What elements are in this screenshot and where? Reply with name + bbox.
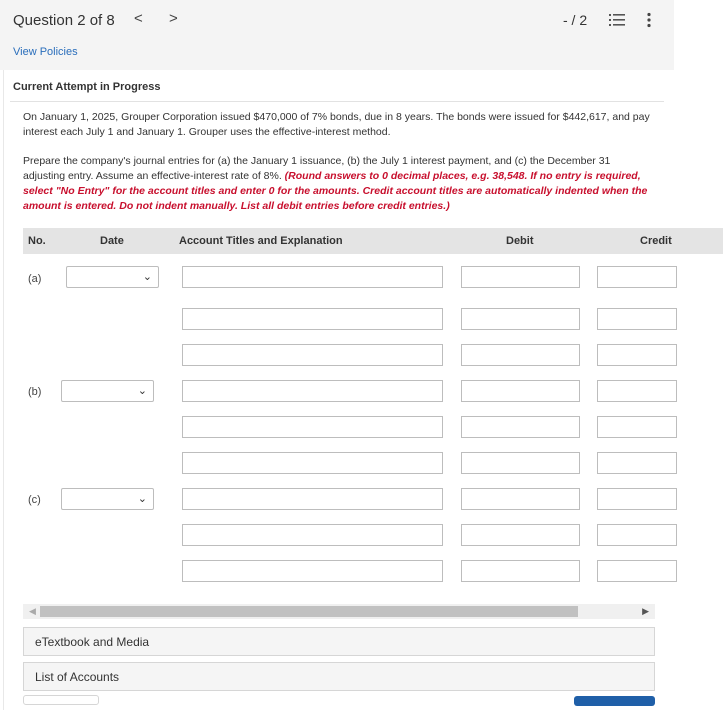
policies-bar: [0, 44, 674, 70]
journal-entry-table: [23, 228, 672, 596]
account-input[interactable]: [182, 308, 443, 330]
accounts-label: List of Accounts: [35, 670, 120, 684]
debit-input[interactable]: [461, 524, 580, 546]
entry-label-a: (a): [28, 273, 42, 285]
debit-input[interactable]: [461, 308, 580, 330]
table-header: [23, 228, 723, 254]
question-score: - / 2: [563, 12, 588, 28]
header-no: No.: [28, 235, 46, 247]
debit-input[interactable]: [461, 488, 580, 510]
account-input[interactable]: [182, 524, 443, 546]
header-debit: Debit: [506, 235, 534, 247]
account-input[interactable]: [182, 416, 443, 438]
account-input[interactable]: [182, 560, 443, 582]
debit-input[interactable]: [461, 416, 580, 438]
header-account: Account Titles and Explanation: [179, 235, 343, 247]
account-input[interactable]: [182, 266, 443, 288]
credit-input[interactable]: [597, 308, 677, 330]
date-select-c[interactable]: [61, 488, 154, 510]
entry-label-c: (c): [28, 494, 41, 506]
horizontal-scrollbar[interactable]: [23, 604, 655, 619]
debit-input[interactable]: [461, 344, 580, 366]
credit-input[interactable]: [597, 488, 677, 510]
instructions: [23, 154, 653, 214]
account-input[interactable]: [182, 488, 443, 510]
account-input[interactable]: [182, 452, 443, 474]
credit-input[interactable]: [597, 524, 677, 546]
scrollbar-thumb[interactable]: [40, 606, 578, 617]
question-counter: Question 2 of 8: [13, 12, 115, 29]
instructions-text: Prepare the company's journal entries for (a) the January 1 issuance, (b) the July 1 interest payment, and (c) the December 31 adjusting entry. Assume an effective-interest rate of 8%.: [23, 155, 611, 182]
debit-input[interactable]: [461, 380, 580, 402]
date-select-b[interactable]: [61, 380, 154, 402]
next-question-button[interactable]: >: [169, 10, 178, 27]
credit-input[interactable]: [597, 416, 677, 438]
divider: [10, 101, 664, 102]
header-date: Date: [100, 235, 124, 247]
list-icon[interactable]: [609, 13, 625, 27]
credit-input[interactable]: [597, 560, 677, 582]
credit-input[interactable]: [597, 266, 677, 288]
chevron-down-icon: ⌄: [137, 493, 147, 505]
problem-statement: On January 1, 2025, Grouper Corporation issued $470,000 of 7% bonds, due in 8 years. The bonds were issued for $442,617, and pay interest each July 1 and January 1. Grouper uses the effective-interest method.: [23, 111, 650, 138]
primary-action-button[interactable]: [574, 696, 655, 706]
chevron-down-icon: ⌄: [137, 385, 147, 397]
etextbook-accordion[interactable]: [23, 627, 655, 656]
previous-question-button[interactable]: <: [134, 10, 143, 27]
debit-input[interactable]: [461, 560, 580, 582]
attempt-status: Current Attempt in Progress: [13, 81, 161, 93]
header-credit: Credit: [640, 235, 672, 247]
scroll-right-icon[interactable]: ▶: [642, 606, 649, 616]
credit-input[interactable]: [597, 380, 677, 402]
view-policies-link[interactable]: View Policies: [13, 46, 78, 58]
date-select-a[interactable]: [66, 266, 159, 288]
scroll-left-icon[interactable]: ◀: [29, 606, 36, 616]
debit-input[interactable]: [461, 452, 580, 474]
etextbook-label: eTextbook and Media: [35, 635, 150, 649]
account-input[interactable]: [182, 380, 443, 402]
secondary-action-button[interactable]: [23, 695, 99, 705]
kebab-icon[interactable]: [644, 12, 654, 28]
account-input[interactable]: [182, 344, 443, 366]
instructions-emphasis: (Round answers to 0 decimal places, e.g. 38,548. If no entry is required, select "No Entry" for the account titles and enter 0 for the amounts. Credit account titles are automatically indented when the amount is entered. Do not indent manually. List all debit entries before credit entries.): [23, 170, 648, 212]
chevron-down-icon: ⌄: [142, 271, 152, 283]
credit-input[interactable]: [597, 344, 677, 366]
credit-input[interactable]: [597, 452, 677, 474]
debit-input[interactable]: [461, 266, 580, 288]
list-of-accounts-accordion[interactable]: [23, 662, 655, 691]
entry-label-b: (b): [28, 386, 42, 398]
